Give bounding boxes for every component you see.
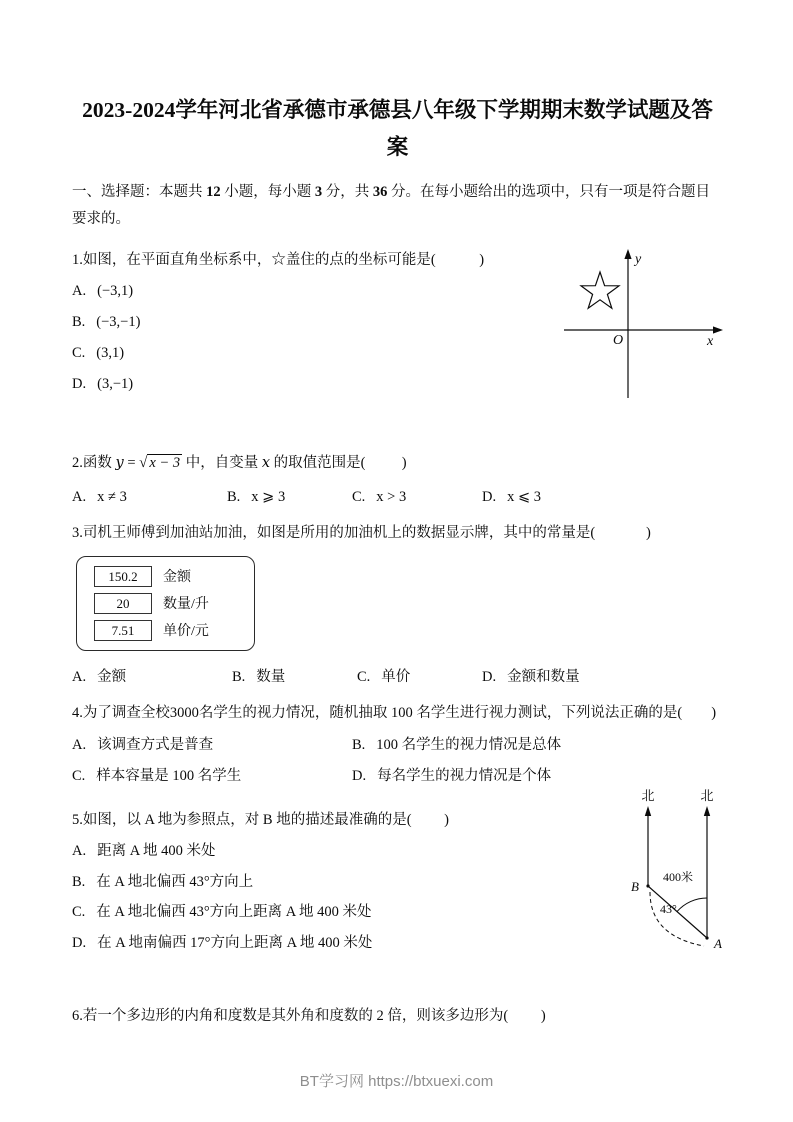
radicand: x − 3 [149, 454, 181, 471]
q4-option-b [352, 732, 723, 759]
option-text: 在 A 地北偏西 43°方向上距离 A 地 400 米处 [96, 904, 372, 921]
option-text: x ≠ 3 [97, 488, 127, 505]
option-label: B. [227, 488, 241, 505]
q3-stem: 3.司机王师傅到加油站加油，如图是所用的加油机上的数据显示牌，其中的常量是( ) [72, 524, 651, 541]
q2-text-1: 2.函数 [72, 454, 116, 471]
option-label: D. [72, 375, 87, 392]
angle-arc [677, 898, 707, 912]
q2-options [72, 484, 723, 511]
y-axis-arrow-icon [624, 249, 631, 259]
q5-stem: 5.如图，以 A 地为参照点，对 B 地的描述最准确的是( ) [72, 811, 449, 828]
fuel-display-row [94, 566, 244, 587]
option-label: C. [72, 904, 86, 921]
q2-option-c [352, 484, 482, 511]
option-text: x ⩾ 3 [251, 488, 286, 505]
q2-equals: = [123, 454, 140, 471]
option-text: (−3,−1) [96, 313, 141, 330]
option-text: 在 A 地北偏西 43°方向上 [96, 873, 254, 890]
option-label: B. [232, 668, 246, 685]
option-text: 样本容量是 100 名学生 [96, 767, 242, 784]
fuel-display-row [94, 593, 244, 614]
q2-text-3: 的取值范围是( ) [270, 454, 407, 471]
intro-text-1: 一、选择题：本题共 [72, 184, 207, 201]
star-icon [581, 272, 619, 308]
q1-stem: 1.如图，在平面直角坐标系中，☆盖住的点的坐标可能是( ) [72, 252, 485, 269]
segment-ab [648, 886, 707, 938]
fuel-pump-display [76, 556, 255, 651]
q2-option-d [482, 484, 541, 511]
option-text: x > 3 [376, 488, 407, 505]
option-label: D. [72, 935, 87, 952]
option-text: x ⩽ 3 [507, 488, 542, 505]
q2-option-a [72, 484, 227, 511]
option-text: (3,1) [96, 344, 125, 361]
math-var-x: x [261, 454, 271, 471]
q1-coordinate-diagram [556, 246, 728, 406]
fuel-amount-value: 150.2 [94, 566, 152, 587]
option-text: 金额和数量 [507, 668, 580, 685]
fuel-quantity-label: 数量/升 [163, 597, 209, 613]
fuel-quantity-value: 20 [94, 593, 152, 614]
option-text: 单价 [381, 668, 411, 685]
option-label: C. [72, 767, 86, 784]
q3-option-c [357, 664, 482, 691]
q4-option-c [72, 763, 352, 790]
intro-points-total: 36 [372, 184, 388, 201]
y-axis-label: y [635, 252, 642, 267]
option-text: 金额 [97, 668, 127, 685]
sqrt-expression [139, 454, 182, 471]
option-label: D. [482, 668, 497, 685]
option-label: C. [352, 488, 366, 505]
footer [0, 1070, 793, 1091]
q4-stem: 4.为了调查全校3000名学生的视力情况，随机抽取 100 名学生进行视力测试，下列说法正确的是( ) [72, 704, 717, 721]
north-label-right: 北 [700, 788, 714, 803]
intro-text-3: 分，共 [322, 184, 373, 201]
radical-sign: √ [139, 454, 148, 471]
north-label-left: 北 [641, 788, 655, 803]
option-label: C. [357, 668, 371, 685]
fuel-amount-label: 金额 [163, 570, 191, 586]
option-text: 在 A 地南偏西 17°方向上距离 A 地 400 米处 [97, 935, 373, 952]
option-label: C. [72, 344, 86, 361]
option-label: D. [482, 488, 497, 505]
option-text: 该调查方式是普查 [97, 736, 214, 753]
intro-text-2: 小题，每小题 [220, 184, 315, 201]
option-text: (−3,1) [97, 283, 134, 299]
math-var-y: y [115, 454, 124, 471]
q2-text-2: 中，自变量 [182, 454, 262, 471]
option-label: A. [72, 842, 87, 859]
point-b-label: B [631, 879, 639, 894]
option-label: B. [72, 313, 86, 330]
q3-option-b [232, 664, 357, 691]
q6-stem: 6.若一个多边形的内角和度数是其外角和度数的 2 倍，则该多边形为( ) [72, 1008, 546, 1025]
q3-option-a [72, 664, 232, 691]
fuel-display-row [94, 620, 244, 641]
option-label: A. [72, 668, 87, 685]
option-text: 数量 [256, 668, 286, 685]
q3-option-d [482, 664, 580, 691]
q5-bearing-diagram [612, 786, 740, 958]
point-a-dot [705, 936, 708, 939]
fuel-price-label: 单价/元 [163, 624, 209, 640]
intro-text-4: 分。在每小题给出的选项中，只有一项是符合题目要求的。 [72, 184, 710, 228]
page-title: 2023-2024学年河北省承德市承德县八年级下学期期末数学试题及答案 [82, 98, 713, 159]
option-text: 距离 A 地 400 米处 [97, 842, 216, 859]
intro-count-questions: 12 [206, 184, 221, 201]
option-text: (3,−1) [97, 375, 134, 392]
option-label: A. [72, 736, 87, 753]
option-text: 每名学生的视力情况是个体 [377, 767, 552, 784]
option-label: B. [352, 736, 366, 753]
section1-intro [72, 179, 723, 233]
option-label: A. [72, 488, 87, 505]
intro-points-each: 3 [314, 184, 323, 201]
fuel-price-value: 7.51 [94, 620, 152, 641]
x-axis-arrow-icon [713, 326, 723, 333]
footer-link[interactable]: BT学习网 https://btxuexi.com [299, 1073, 494, 1090]
q2-stem [72, 450, 723, 478]
distance-label: 400米 [662, 870, 694, 884]
option-label: D. [352, 767, 367, 784]
q4-options [72, 732, 723, 790]
option-label: A. [72, 283, 87, 299]
option-text: 100 名学生的视力情况是总体 [376, 736, 562, 753]
point-a-label: A [714, 936, 722, 951]
x-axis-label: x [707, 334, 714, 349]
q3-options [72, 664, 723, 691]
q2-option-b [227, 484, 352, 511]
point-b-dot [646, 884, 649, 887]
q4-option-a [72, 732, 352, 759]
origin-label: O [613, 333, 624, 348]
angle-label: 43° [660, 902, 677, 916]
dashed-arc [650, 892, 704, 946]
option-label: B. [72, 873, 86, 890]
